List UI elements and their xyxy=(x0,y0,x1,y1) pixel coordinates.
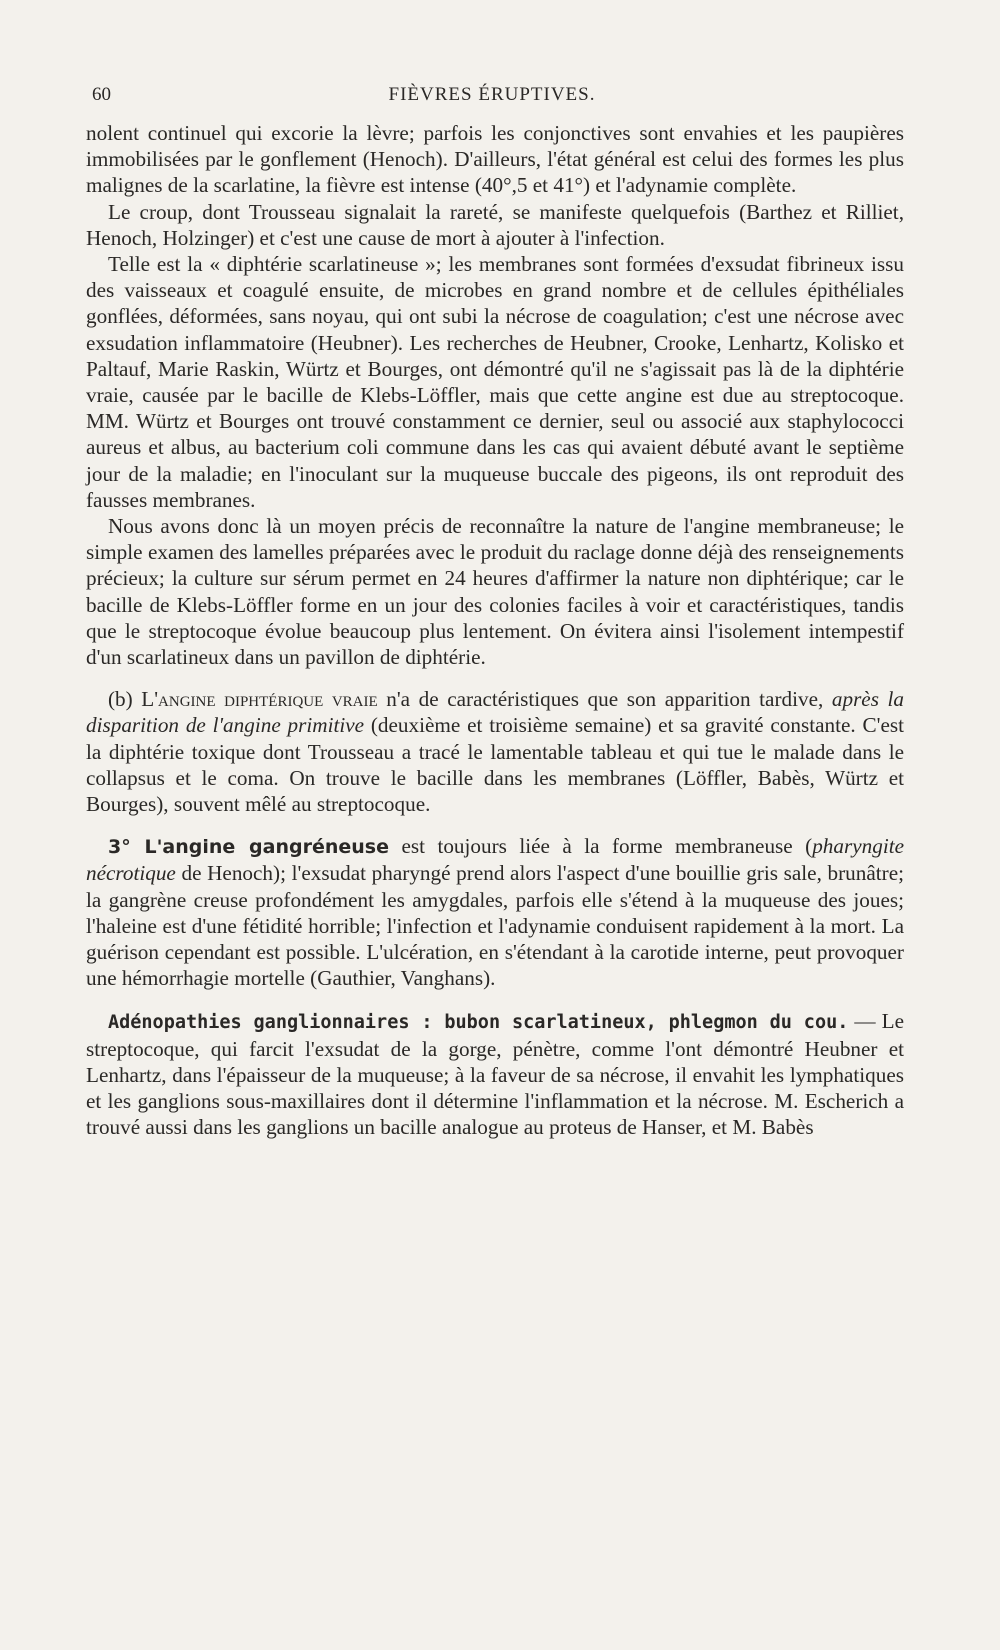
paragraph-text: (deuxième et troisième semaine) et sa gravité constante. C'est la diphtérie toxique dont Trousseau a tracé le lamentable tableau et qui tue le malade dans le collapsus et le coma. On trouve le bacille dans les membranes (Löffler, Babès, Würtz et Bourges), souvent mêlé au streptocoque. xyxy=(86,713,904,817)
paragraph-text: Le streptocoque, qui farcit l'exsudat de la gorge, pénètre, comme l'ont démontré Heubner et Lenhartz, dans l'épaisseur de la muqueuse; à la faveur de sa nécrose, il envahit les lymphatiques et les ganglions sous-maxillaires dont il détermine l'inflammation et la nécrose. M. Escherich a trouvé aussi dans les ganglions un bacille analogue au proteus de Hanser, et M. Babès xyxy=(86,1008,904,1140)
paragraph-diphterie-scarlatineuse: Telle est la « diphtérie scarlatineuse »; les membranes sont formées d'exsudat fibrineux issu des vaisseaux et coagulé ensuite, de microbes en grand nombre et de cellules épithéliales gonflées, déformées, sans noyau, qui ont subi la nécrose de coagulation; c'est une nécrose avec exsudation inflammatoire (Heubner). Les recherches de Heubner, Crooke, Lenhartz, Kolisko et Paltauf, Marie Raskin, Würtz et Bourges, ont démontré qu'il ne s'agissait pas là de la diphtérie vraie, causée par le bacille de Klebs-Löffler, mais que cette angine est due au streptocoque. MM. Würtz et Bourges ont trouvé constamment ce dernier, seul ou associé aux staphylococci aureus et albus, au bacterium coli commune dans les cas qui avaient débuté avant le septième jour de la maladie; en l'inoculant sur la muqueuse buccale des pigeons, ils ont reproduit des fausses membranes. xyxy=(86,252,904,512)
running-title: FIÈVRES ÉRUPTIVES. xyxy=(388,84,596,105)
page-number: 60 xyxy=(92,84,111,105)
italic-phrase: après la disparition de l'angine primitive xyxy=(86,687,905,738)
italic-phrase: pharyngite nécrotique xyxy=(86,834,904,886)
paragraph-angine-gangreneuse xyxy=(86,833,904,991)
paragraph-diagnostic: Nous avons donc là un moyen précis de reconnaître la nature de l'angine membraneuse; le simple examen des lamelles préparées avec le produit du raclage donne déjà des renseignements précieux; la culture sur sérum permet en 24 heures d'affirmer la nature non diphtérique; car le bacille de Klebs-Löffler forme en un jour des colonies faciles à voir et caractéristiques, tandis que le streptocoque évolue beaucoup plus lentement. On évitera ainsi l'isolement intempestif d'un scarlatineux dans un pavillon de diphtérie. xyxy=(86,514,904,670)
page-body xyxy=(86,120,904,1141)
section-heading-adenopathies: Adénopathies ganglionnaires : bubon scarlatineux, phlegmon du cou. xyxy=(108,1011,849,1033)
section-heading-angine-diphterique: L'angine diphtérique vraie xyxy=(141,687,378,712)
paragraph-angine-diphterique xyxy=(86,686,904,817)
paragraph-text: de Henoch); l'exsudat pharyngé prend alors l'aspect d'une bouillie gris sale, brunâtre; la gangrène creuse profondément les amygdales, parfois elle s'étend à la muqueuse des joues; l'haleine est d'une fétidité horrible; l'infection et l'adynamie conduisent rapidement à la mort. La guérison cependant est possible. L'ulcération, en s'étendant à la carotide interne, peut provoquer une hémorrhagie mortelle (Gauthier, Vanghans). xyxy=(86,861,904,991)
paragraph-adenopathies xyxy=(86,1008,904,1141)
paragraph-croup: Le croup, dont Trousseau signalait la rareté, se manifeste quelquefois (Barthez et Rilliet, Henoch, Holzinger) et c'est une cause de mort à ajouter à l'infection. xyxy=(86,199,904,250)
paragraph-text: n'a de caractéristiques que son apparition tardive, xyxy=(386,687,824,712)
section-label-b: (b) xyxy=(108,687,133,712)
page-header xyxy=(86,84,898,108)
section-heading-angine-gangreneuse: 3° L'angine gangréneuse xyxy=(108,836,389,859)
paragraph-text: est toujours liée à la forme membraneuse ( xyxy=(401,834,813,859)
em-dash: — xyxy=(848,1008,882,1033)
paragraph-1: nolent continuel qui excorie la lèvre; parfois les conjonctives sont envahies et les paupières immobilisées par le gonflement (Henoch). D'ailleurs, l'état général est celui des formes les plus malignes de la scarlatine, la fièvre est intense (40°,5 et 41°) et l'adynamie complète. xyxy=(86,121,904,198)
